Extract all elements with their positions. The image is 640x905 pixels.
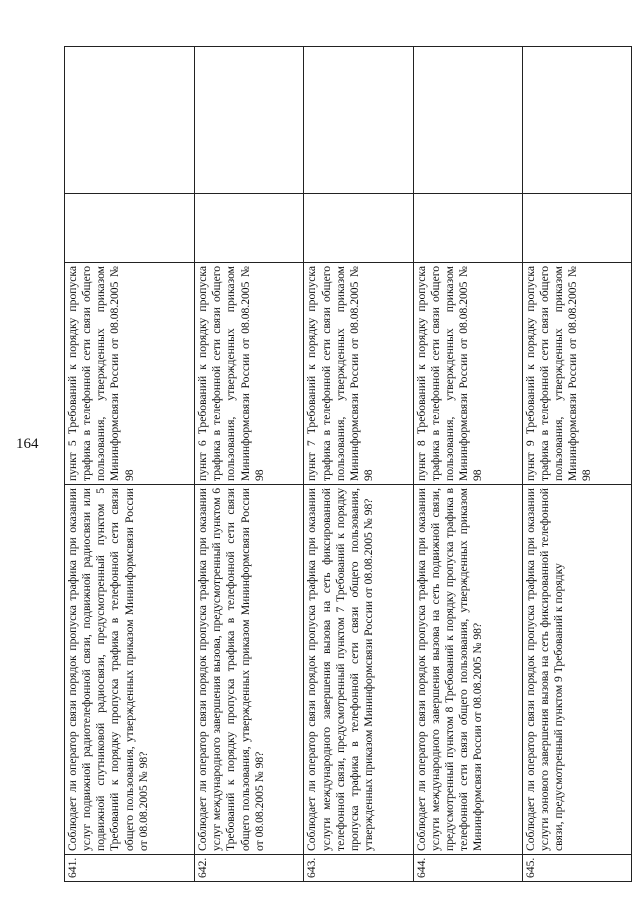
table-row bbox=[413, 47, 522, 882]
reference-cell: пункт 9 Требований к порядку пропуска трафика в телефонной сети связи общего пользования, утвержденных приказом Мининформсвязи России от 08.08.2005 № 98 bbox=[522, 263, 631, 485]
row-number: 643. bbox=[304, 855, 413, 882]
rotated-table-area bbox=[64, 82, 632, 882]
question-cell: Соблюдает ли оператор связи порядок пропуска трафика при оказании услуги международного завершения вызова на сеть фиксированной телефонной связи, предусмотренный пунктом 7 Требований к порядку пропуска трафика в телефонной сети связи общего пользования, утвержденных приказом Мининформсвязи России от 08.08.2005 № 98? bbox=[304, 485, 413, 855]
table-row bbox=[195, 47, 304, 882]
empty-cell bbox=[65, 194, 195, 263]
question-cell: Соблюдает ли оператор связи порядок пропуска трафика при оказании услуги зонового завершения вызова на сеть фиксированной телефонной связи, предусмотренный пунктом 9 Требований к порядку bbox=[522, 485, 631, 855]
table-row bbox=[65, 47, 195, 882]
table-row bbox=[522, 47, 631, 882]
empty-cell bbox=[522, 194, 631, 263]
empty-cell bbox=[195, 47, 304, 194]
empty-cell bbox=[304, 194, 413, 263]
requirements-table bbox=[64, 46, 632, 882]
question-cell: Соблюдает ли оператор связи порядок пропуска трафика при оказании услуг подвижной радиотелефонной связи, подвижной радиосвязи или подвижной спутниковой радиосвязи, предусмотренный пунктом 5 Требований к порядку пропуска трафика в телефонной сети связи общего пользования, утвержденных приказом Мининформсвязи России от 08.08.2005 № 98? bbox=[65, 485, 195, 855]
question-cell: Соблюдает ли оператор связи порядок пропуска трафика при оказании услуг международного завершения вызова, предусмотренный пунктом 6 Требований к порядку пропуска трафика в телефонной сети связи общего пользования, утвержденных приказом Мининформсвязи России от 08.08.2005 № 98? bbox=[195, 485, 304, 855]
row-number: 644. bbox=[413, 855, 522, 882]
table-container bbox=[64, 82, 632, 882]
empty-cell bbox=[413, 47, 522, 194]
question-cell: Соблюдает ли оператор связи порядок пропуска трафика при оказании услуги международного завершения вызова на сеть подвижной связи, предусмотренный пунктом 8 Требований к порядку пропуска трафика в телефонной сети связи общего пользования, утвержденных приказом Мининформсвязи России от 08.08.2005 № 98? bbox=[413, 485, 522, 855]
row-number: 645. bbox=[522, 855, 631, 882]
empty-cell bbox=[304, 47, 413, 194]
empty-cell bbox=[522, 47, 631, 194]
reference-cell: пункт 6 Требований к порядку пропуска трафика в телефонной сети связи общего пользования, утвержденных приказом Мининформсвязи России от 08.08.2005 № 98 bbox=[195, 263, 304, 485]
table-row bbox=[304, 47, 413, 882]
empty-cell bbox=[413, 194, 522, 263]
row-number: 642. bbox=[195, 855, 304, 882]
row-number: 641. bbox=[65, 855, 195, 882]
reference-cell: пункт 5 Требований к порядку пропуска трафика в телефонной сети связи общего пользования, утвержденных приказом Мининформсвязи России от 08.08.2005 № 98 bbox=[65, 263, 195, 485]
page-number: 164 bbox=[16, 436, 39, 452]
empty-cell bbox=[65, 47, 195, 194]
reference-cell: пункт 7 Требований к порядку пропуска трафика в телефонной сети связи общего пользования, утвержденных приказом Мининформсвязи России от 08.08.2005 № 98 bbox=[304, 263, 413, 485]
empty-cell bbox=[195, 194, 304, 263]
reference-cell: пункт 8 Требований к порядку пропуска трафика в телефонной сети связи общего пользования, утвержденных приказом Мининформсвязи России от 08.08.2005 № 98 bbox=[413, 263, 522, 485]
